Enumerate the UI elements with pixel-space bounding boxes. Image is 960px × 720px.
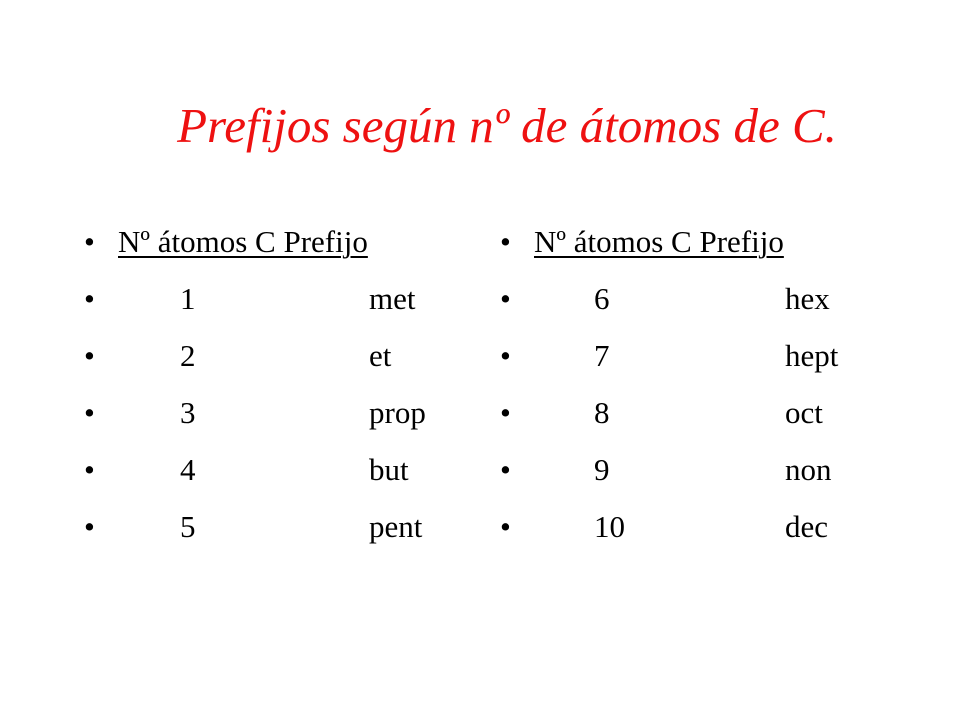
carbon-count: 7 — [594, 338, 610, 373]
carbon-count: 6 — [594, 281, 610, 316]
column-header: Nº átomos C Prefijo — [534, 224, 784, 259]
bullet-icon: • — [500, 395, 511, 430]
bullet-icon: • — [500, 281, 511, 316]
bullet-icon: • — [84, 224, 95, 259]
prefix-value: et — [369, 338, 392, 373]
column-header: Nº átomos C Prefijo — [118, 224, 368, 259]
prefix-value: hept — [785, 338, 839, 373]
prefix-value: prop — [369, 395, 426, 430]
carbon-count: 2 — [180, 338, 196, 373]
carbon-count: 1 — [180, 281, 196, 316]
bullet-icon: • — [84, 509, 95, 544]
bullet-icon: • — [500, 452, 511, 487]
carbon-count: 5 — [180, 509, 196, 544]
carbon-count: 4 — [180, 452, 196, 487]
bullet-icon: • — [84, 452, 95, 487]
prefix-value: hex — [785, 281, 830, 316]
carbon-count: 10 — [594, 509, 625, 544]
bullet-icon: • — [84, 338, 95, 373]
carbon-count: 9 — [594, 452, 610, 487]
prefix-value: pent — [369, 509, 423, 544]
prefix-value: dec — [785, 509, 829, 544]
prefix-value: met — [369, 281, 416, 316]
bullet-icon: • — [84, 281, 95, 316]
bullet-icon: • — [500, 509, 511, 544]
bullet-icon: • — [500, 338, 511, 373]
prefix-value: but — [369, 452, 409, 487]
carbon-count: 3 — [180, 395, 196, 430]
bullet-icon: • — [84, 395, 95, 430]
prefix-value: oct — [785, 395, 823, 430]
slide-title: Prefijos según nº de átomos de C. — [177, 98, 837, 153]
bullet-icon: • — [500, 224, 511, 259]
carbon-count: 8 — [594, 395, 610, 430]
prefix-value: non — [785, 452, 832, 487]
